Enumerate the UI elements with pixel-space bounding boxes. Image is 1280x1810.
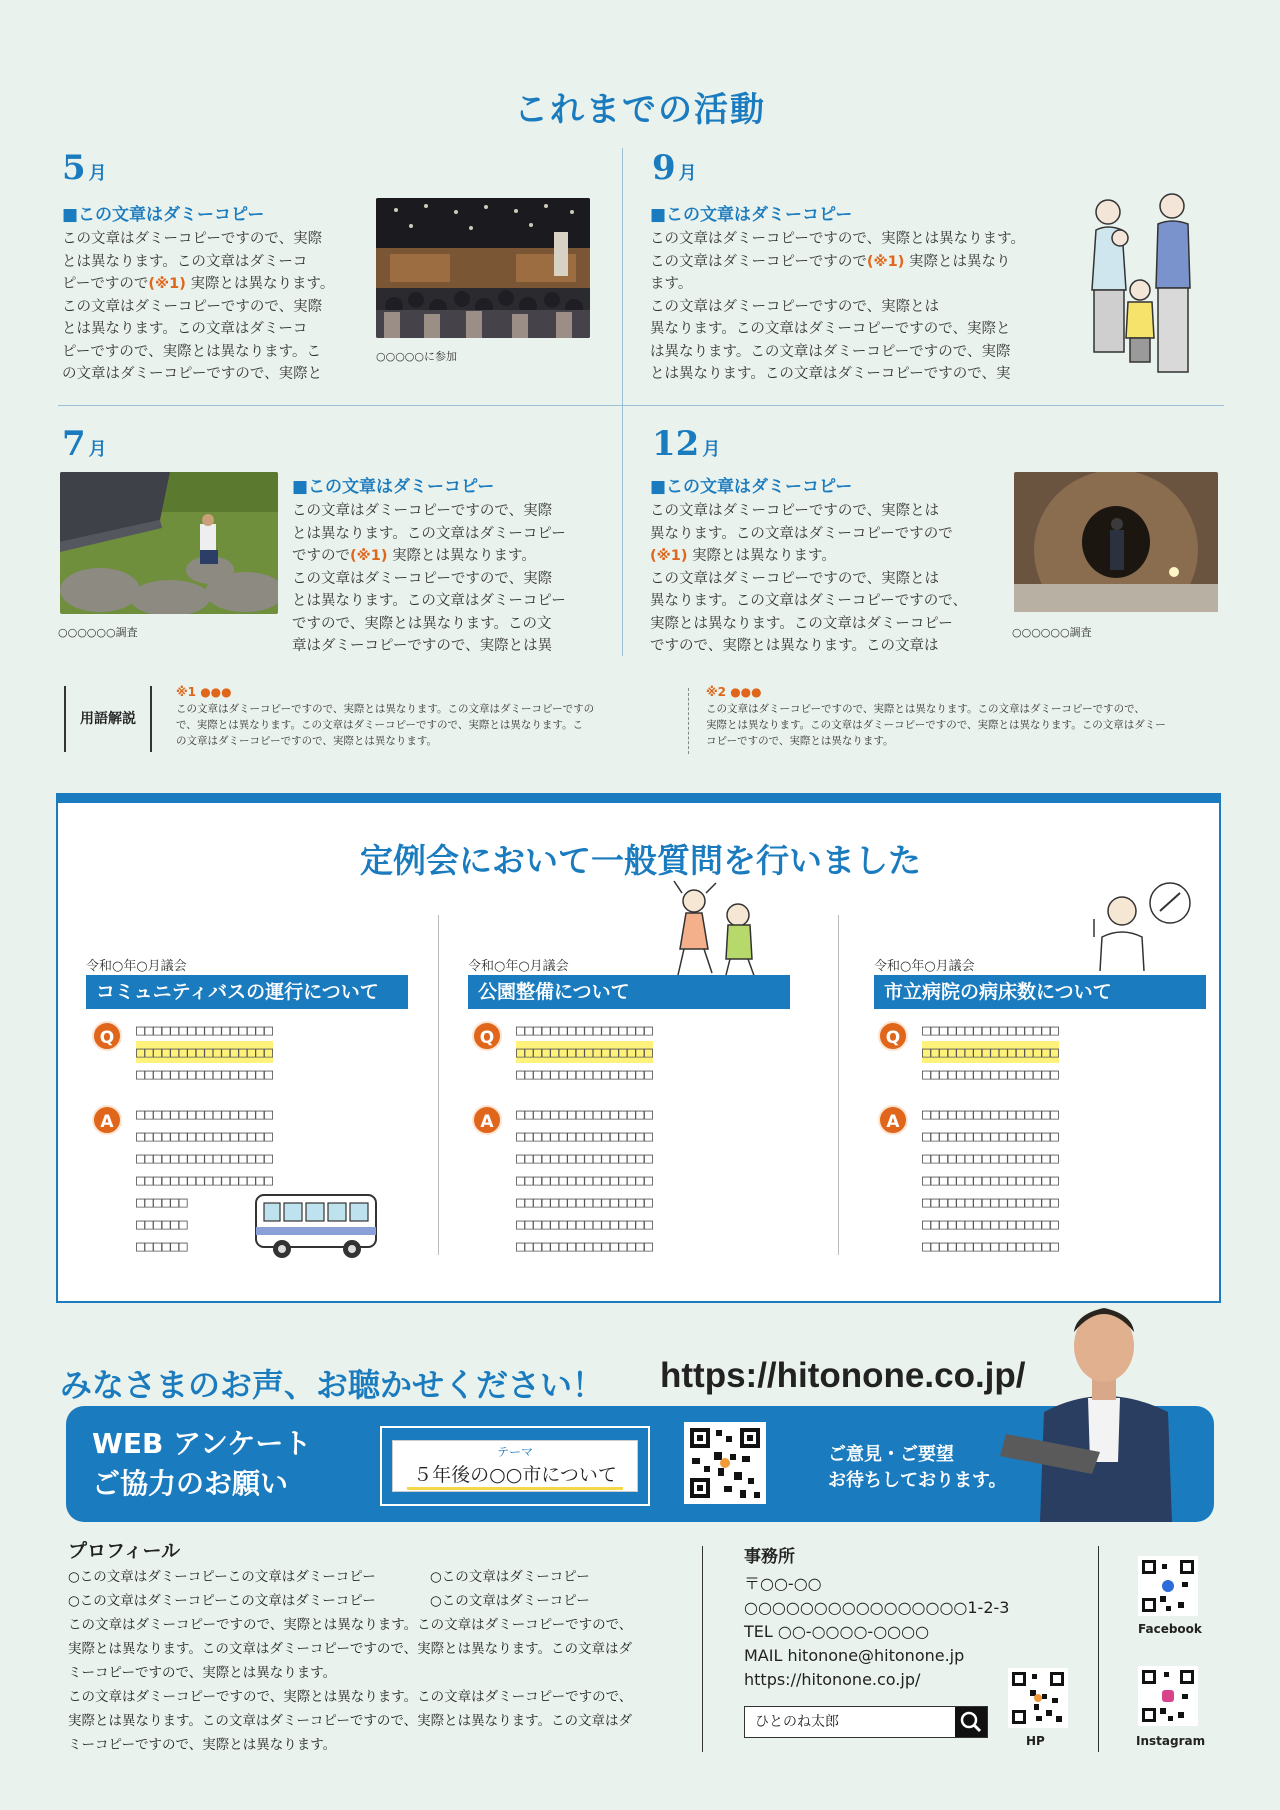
concert-hall-photo [376,198,590,338]
december-photo-caption: ○○○○○○調査 [1012,626,1092,639]
month-december: 12 月 [652,424,721,464]
profile-body: ○この文章はダミーコピーこの文章はダミーコピー ○この文章はダミーコピー ○この文章はダミーコピーこの文章はダミーコピー ○この文章はダミーコピー この文章はダミーコピーですので、実際とは異なります。この文章はダミーコピーですので、 実際とは異なります。この文章はダミーコピーですので、実際とは異なります。この文章はダ ミーコピーですので、実際とは異なります。 この文章はダミーコピーですので、実際とは異なります。この文章はダミーコピーですので、 実際とは異なります。この文章はダミーコピーですので、実際とは異なります。この文章はダ ミーコピーですので、実際とは異なります。 [68,1569,633,1753]
month-may: 5 月 [62,148,107,188]
question-text: □□□□□□□□□□□□□□□□ □□□□□□□□□□□□□□□□ □□□□□□□□□□□□□□□□ [516,1021,653,1083]
search-input[interactable]: ひとのね太郎 [755,1714,839,1730]
answer-icon: A [472,1105,502,1135]
may-heading: ■この文章はダミーコピー [62,205,265,225]
session-label: 令和○年○月議会 [468,959,569,974]
question-icon: Q [472,1021,502,1051]
column-divider-1 [438,915,439,1255]
month-july: 7 月 [62,424,107,464]
september-heading: ■この文章はダミーコピー [650,205,853,225]
representative-portrait [1000,1262,1208,1522]
instagram-label: Instagram [1136,1734,1206,1748]
question-text: □□□□□□□□□□□□□□□□ □□□□□□□□□□□□□□□□ □□□□□□□□□□□□□□□□ [136,1021,273,1083]
answer-text: □□□□□□□□□□□□□□□□ □□□□□□□□□□□□□□□□ □□□□□□□□□□□□□□□□ □□□□□□□□□□□□□□□□ □□□□□□□□□□□□□□□□ □□□□□□□□□□□□□□□□ □□□□□□□□□□□□□□□□ [516,1105,653,1255]
glossary-note-1: ※1 ●●● この文章はダミーコピーですので、実際とは異なります。この文章はダミーコピーですの で、実際とは異なります。この文章はダミーコピーですので、実際とは異なります。こ の文章はダミーコピーですので、実際とは異なります。 [176,685,595,747]
topic-bar-community-bus: コミュニティバスの運行について [86,975,408,1009]
facebook-qr-code[interactable] [1138,1556,1198,1616]
topic-bar-hospital: 市立病院の病床数について [874,975,1206,1009]
answer-icon: A [878,1105,908,1135]
website-url-link[interactable]: https://hitonone.co.jp/ [660,1356,1026,1395]
july-body: この文章はダミーコピーですので、実際 とは異なります。この文章はダミーコピー ですので(※1) 実際とは異なります。 この文章はダミーコピーですので、実際 とは異なります。この文章はダミーコピー ですので、実際とは異なります。この文 章はダミーコピーですので、実際とは異 [292,503,566,654]
grid-divider-vertical [622,148,623,656]
month-september: 9 月 [652,148,697,188]
column-divider-2 [838,915,839,1255]
office-heading: 事務所 [744,1547,795,1567]
page-title: これまでの活動 [514,90,766,130]
glossary-label-box [64,686,152,752]
survey-message: ご意見・ご要望 お待ちしております。 [828,1444,1007,1491]
question-icon: Q [92,1021,122,1051]
tunnel-survey-photo [1014,472,1218,612]
answer-text: □□□□□□□□□□□□□□□□ □□□□□□□□□□□□□□□□ □□□□□□□□□□□□□□□□ □□□□□□□□□□□□□□□□ □□□□□□□□□□□□□□□□ □□□□□□□□□□□□□□□□ □□□□□□□□□□□□□□□□ [922,1105,1059,1255]
grid-divider-horizontal [58,405,1224,406]
question-icon: Q [878,1021,908,1051]
glossary-label: 用語解説 [80,711,136,727]
doctor-illustration [1088,881,1192,971]
topic-bar-park: 公園整備について [468,975,790,1009]
session-label: 令和○年○月議会 [86,959,187,974]
children-jumping-illustration [672,879,762,987]
theme-box [392,1440,638,1492]
questions-title: 定例会において一般質問を行いました [360,841,921,880]
session-label: 令和○年○月議会 [874,959,975,974]
general-questions-panel [56,793,1221,1303]
september-body: この文章はダミーコピーですので、実際とは異なります。 この文章はダミーコピーですので(※1) 実際とは異なり ます。 この文章はダミーコピーですので、実際とは 異なります。この文章はダミーコピーですので、実際と は異なります。この文章はダミーコピーですので、実際 とは異なります。この文章はダミーコピーですので、実 [650,231,1025,382]
may-photo-caption: ○○○○○に参加 [376,350,457,363]
july-photo-caption: ○○○○○○調査 [58,626,138,639]
voice-call-to-action: みなさまのお声、お聴かせください！ [60,1366,605,1404]
theme-frame [380,1426,650,1506]
december-body: この文章はダミーコピーですので、実際とは 異なります。この文章はダミーコピーですので (※1) 実際とは異なります。 この文章はダミーコピーですので、実際とは 異なります。この文章はダミーコピーですので、 実際とは異なります。この文章はダミーコピー ですので、実際とは異なります。この文章は [650,503,967,654]
name-search-box[interactable] [744,1706,988,1738]
profile-heading: プロフィール [68,1540,181,1562]
river-survey-photo [60,472,278,614]
answer-icon: A [92,1105,122,1135]
theme-text: ５年後の○○市について [407,1460,623,1490]
search-icon[interactable] [955,1707,987,1737]
answer-text: □□□□□□□□□□□□□□□□ □□□□□□□□□□□□□□□□ □□□□□□□□□□□□□□□□ □□□□□□□□□□□□□□□□ □□□□□□ □□□□□□ □□□□□□ [136,1105,273,1255]
survey-qr-code[interactable] [684,1422,766,1504]
december-heading: ■この文章はダミーコピー [650,477,853,497]
hp-label: HP [1026,1734,1045,1748]
may-body: この文章はダミーコピーですので、実際 とは異なります。この文章はダミーコ ピーですので(※1) 実際とは異なります。 この文章はダミーコピーですので、実際 とは異なります。この文章はダミーコ ピーですので、実際とは異なります。こ の文章はダミーコピーですので、実際と [62,231,335,382]
july-heading: ■この文章はダミーコピー [292,477,495,497]
facebook-label: Facebook [1138,1622,1202,1636]
profile-divider [702,1546,703,1752]
glossary-note-2: ※2 ●●● この文章はダミーコピーですので、実際とは異なります。この文章はダミーコピーですので、 実際とは異なります。この文章はダミーコピーですので、実際とは異なります。この文章はダミー コピーですので、実際とは異なります。 [706,685,1166,747]
office-divider [1098,1546,1099,1752]
office-details: 〒○○-○○ ○○○○○○○○○○○○○○○○1-2-3 TEL ○○-○○○○-○○○○ MAIL hitonone@hitonone.jp https://hitonone.co.jp/ [744,1574,1010,1689]
family-illustration [1080,190,1210,390]
survey-title: WEB アンケート ご協力のお願い [92,1427,312,1500]
bus-illustration [254,1191,380,1261]
question-text: □□□□□□□□□□□□□□□□ □□□□□□□□□□□□□□□□ □□□□□□□□□□□□□□□□ [922,1021,1059,1083]
glossary-divider [688,688,689,754]
theme-label: テーマ [496,1445,533,1459]
hp-qr-code[interactable] [1008,1668,1068,1728]
instagram-qr-code[interactable] [1138,1666,1198,1726]
